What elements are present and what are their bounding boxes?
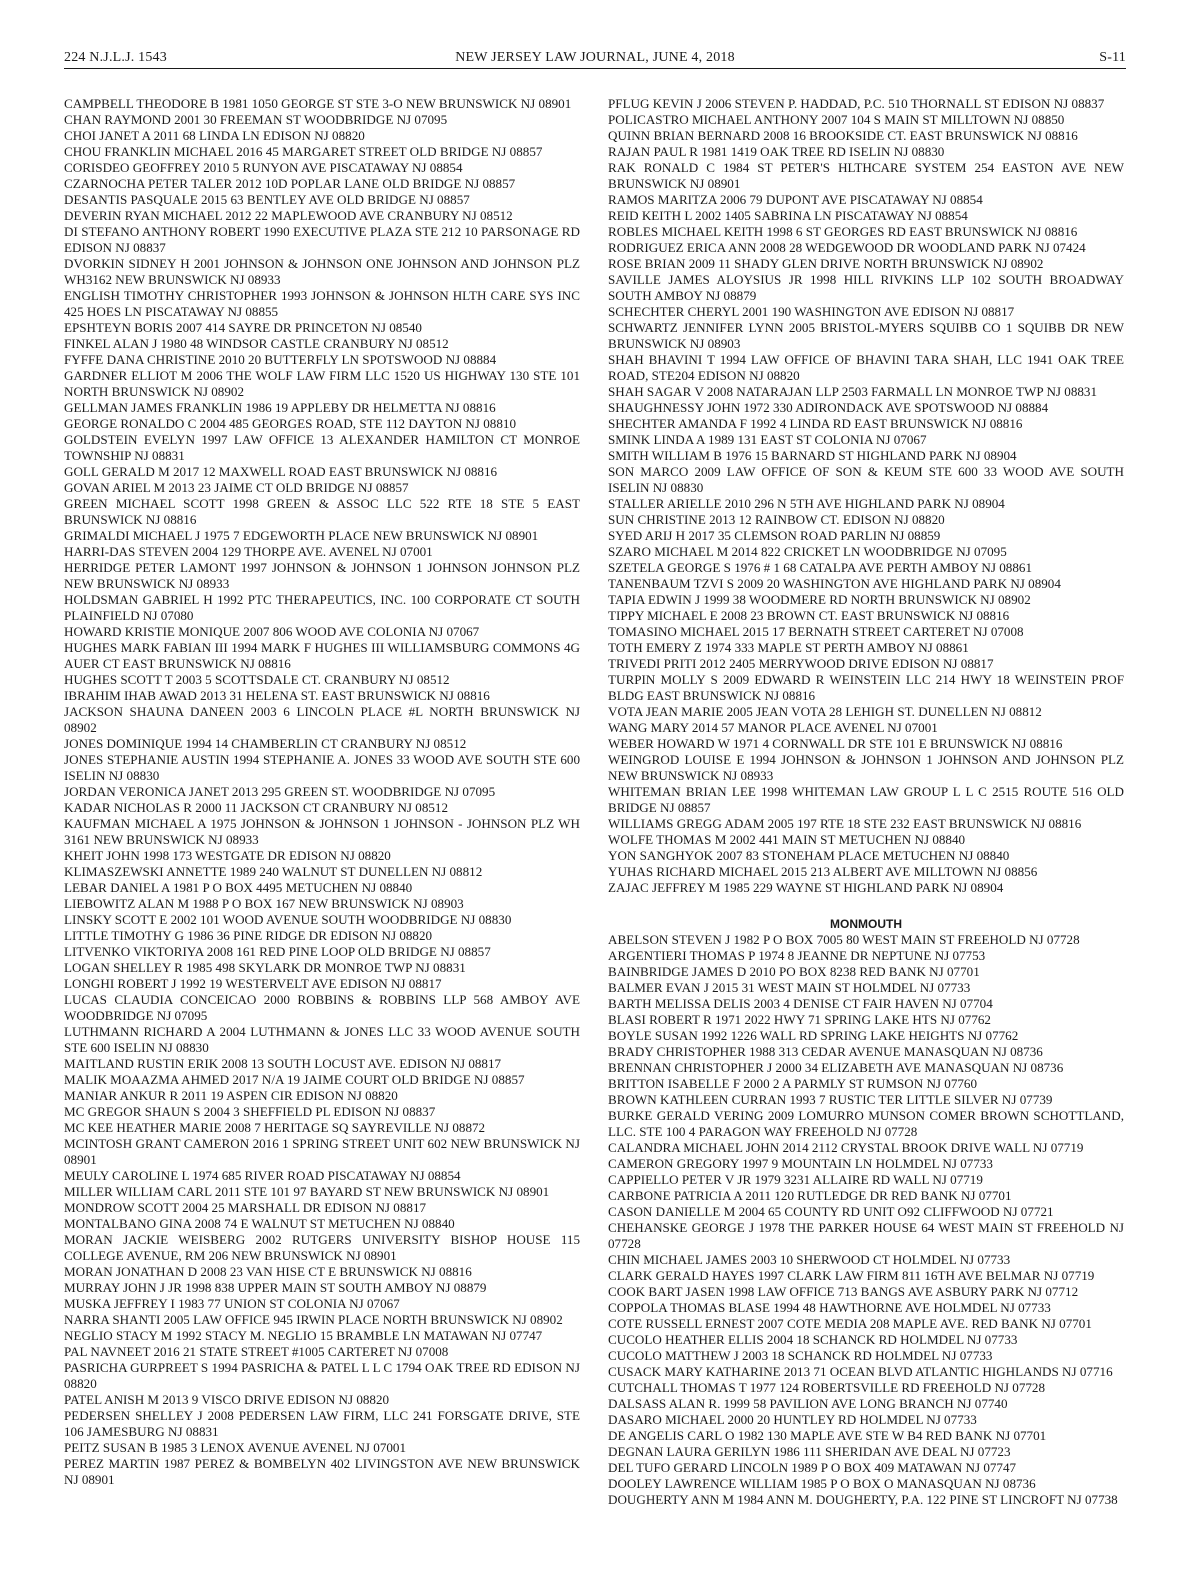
attorney-listing: SUN CHRISTINE 2013 12 RAINBOW CT. EDISON NJ 08820 xyxy=(608,512,945,527)
attorney-listing: SHAUGHNESSY JOHN 1972 330 ADIRONDACK AVE SPOTSWOOD NJ 08884 xyxy=(608,400,1049,415)
attorney-listing: GOVAN ARIEL M 2013 23 JAIME CT OLD BRIDGE NJ 08857 xyxy=(64,480,409,495)
attorney-listing: PEITZ SUSAN B 1985 3 LENOX AVENUE AVENEL NJ 07001 xyxy=(64,1440,407,1455)
attorney-listing: WOLFE THOMAS M 2002 441 MAIN ST METUCHEN NJ 08840 xyxy=(608,832,966,847)
attorney-listing: TOTH EMERY Z 1974 333 MAPLE ST PERTH AMBOY NJ 08861 xyxy=(608,640,969,655)
attorney-listing: LITTLE TIMOTHY G 1986 36 PINE RIDGE DR EDISON NJ 08820 xyxy=(64,928,433,943)
attorney-listing: STALLER ARIELLE 2010 296 N 5TH AVE HIGHLAND PARK NJ 08904 xyxy=(608,496,1005,511)
attorney-listing: QUINN BRIAN BERNARD 2008 16 BROOKSIDE CT. EAST BRUNSWICK NJ 08816 xyxy=(608,128,1078,143)
attorney-listing: MALIK MOAAZMA AHMED 2017 N/A 19 JAIME COURT OLD BRIDGE NJ 08857 xyxy=(64,1072,525,1087)
attorney-listing: DI STEFANO ANTHONY ROBERT 1990 EXECUTIVE PLAZA STE 212 10 PARSONAGE RD EDISON NJ 08837 xyxy=(64,224,580,255)
attorney-listing: SHAH SAGAR V 2008 NATARAJAN LLP 2503 FARMALL LN MONROE TWP NJ 08831 xyxy=(608,384,1098,399)
attorney-listing: MC GREGOR SHAUN S 2004 3 SHEFFIELD PL EDISON NJ 08837 xyxy=(64,1104,436,1119)
attorney-listing: DEVERIN RYAN MICHAEL 2012 22 MAPLEWOOD AVE CRANBURY NJ 08512 xyxy=(64,208,513,223)
attorney-listing: COPPOLA THOMAS BLASE 1994 48 HAWTHORNE AVE HOLMDEL NJ 07733 xyxy=(608,1300,1051,1315)
attorney-listing: CHAN RAYMOND 2001 30 FREEMAN ST WOODBRIDGE NJ 07095 xyxy=(64,112,448,127)
attorney-listing: MAITLAND RUSTIN ERIK 2008 13 SOUTH LOCUST AVE. EDISON NJ 08817 xyxy=(64,1056,502,1071)
attorney-listing: CORISDEO GEOFFREY 2010 5 RUNYON AVE PISCATAWAY NJ 08854 xyxy=(64,160,463,175)
attorney-listing: HUGHES MARK FABIAN III 1994 MARK F HUGHES III WILLIAMSBURG COMMONS 4G AUER CT EAST BRUNSWICK NJ 08816 xyxy=(64,640,580,671)
page-header xyxy=(64,50,1126,68)
attorney-listing: SCHWARTZ JENNIFER LYNN 2005 BRISTOL-MYERS SQUIBB CO 1 SQUIBB DR NEW BRUNSWICK NJ 08903 xyxy=(608,320,1124,351)
attorney-listing: CUCOLO MATTHEW J 2003 18 SCHANCK RD HOLMDEL NJ 07733 xyxy=(608,1348,993,1363)
attorney-listing: BAINBRIDGE JAMES D 2010 PO BOX 8238 RED BANK NJ 07701 xyxy=(608,964,980,979)
attorney-listing: COOK BART JASEN 1998 LAW OFFICE 713 BANGS AVE ASBURY PARK NJ 07712 xyxy=(608,1284,1079,1299)
attorney-listing: ARGENTIERI THOMAS P 1974 8 JEANNE DR NEPTUNE NJ 07753 xyxy=(608,948,986,963)
attorney-listing: SZETELA GEORGE S 1976 # 1 68 CATALPA AVE PERTH AMBOY NJ 08861 xyxy=(608,560,1032,575)
attorney-listing: WANG MARY 2014 57 MANOR PLACE AVENEL NJ 07001 xyxy=(608,720,938,735)
attorney-listing: JACKSON SHAUNA DANEEN 2003 6 LINCOLN PLACE #L NORTH BRUNSWICK NJ 08902 xyxy=(64,704,580,735)
attorney-listing: NARRA SHANTI 2005 LAW OFFICE 945 IRWIN PLACE NORTH BRUNSWICK NJ 08902 xyxy=(64,1312,563,1327)
attorney-listing: WEINGROD LOUISE E 1994 JOHNSON & JOHNSON 1 JOHNSON AND JOHNSON PLZ NEW BRUNSWICK NJ 08933 xyxy=(608,752,1124,783)
attorney-listing: MEULY CAROLINE L 1974 685 RIVER ROAD PISCATAWAY NJ 08854 xyxy=(64,1168,461,1183)
attorney-listing: TANENBAUM TZVI S 2009 20 WASHINGTON AVE HIGHLAND PARK NJ 08904 xyxy=(608,576,1061,591)
header-page-number: S-11 xyxy=(1099,50,1126,65)
attorney-listing: LIEBOWITZ ALAN M 1988 P O BOX 167 NEW BRUNSWICK NJ 08903 xyxy=(64,896,464,911)
attorney-listing: MILLER WILLIAM CARL 2011 STE 101 97 BAYARD ST NEW BRUNSWICK NJ 08901 xyxy=(64,1184,550,1199)
attorney-listing: CHOU FRANKLIN MICHAEL 2016 45 MARGARET STREET OLD BRIDGE NJ 08857 xyxy=(64,144,543,159)
attorney-listing: BALMER EVAN J 2015 31 WEST MAIN ST HOLMDEL NJ 07733 xyxy=(608,980,971,995)
attorney-listing: LEBAR DANIEL A 1981 P O BOX 4495 METUCHEN NJ 08840 xyxy=(64,880,413,895)
attorney-listing: HARRI-DAS STEVEN 2004 129 THORPE AVE. AVENEL NJ 07001 xyxy=(64,544,433,559)
attorney-listing: ABELSON STEVEN J 1982 P O BOX 7005 80 WEST MAIN ST FREEHOLD NJ 07728 xyxy=(608,932,1080,947)
attorney-listing: LUCAS CLAUDIA CONCEICAO 2000 ROBBINS & ROBBINS LLP 568 AMBOY AVE WOODBRIDGE NJ 07095 xyxy=(64,992,580,1023)
attorney-listing: MONDROW SCOTT 2004 25 MARSHALL DR EDISON NJ 08817 xyxy=(64,1200,427,1215)
attorney-listing: CUCOLO HEATHER ELLIS 2004 18 SCHANCK RD HOLMDEL NJ 07733 xyxy=(608,1332,1018,1347)
attorney-listing: LINSKY SCOTT E 2002 101 WOOD AVENUE SOUTH WOODBRIDGE NJ 08830 xyxy=(64,912,512,927)
attorney-listing: WILLIAMS GREGG ADAM 2005 197 RTE 18 STE 232 EAST BRUNSWICK NJ 08816 xyxy=(608,816,1082,831)
attorney-listing: BRENNAN CHRISTOPHER J 2000 34 ELIZABETH AVE MANASQUAN NJ 08736 xyxy=(608,1060,1064,1075)
attorney-listing: ZAJAC JEFFREY M 1985 229 WAYNE ST HIGHLAND PARK NJ 08904 xyxy=(608,880,1004,895)
attorney-listing: POLICASTRO MICHAEL ANTHONY 2007 104 S MAIN ST MILLTOWN NJ 08850 xyxy=(608,112,1065,127)
attorney-listing: ENGLISH TIMOTHY CHRISTOPHER 1993 JOHNSON & JOHNSON HLTH CARE SYS INC 425 HOES LN PISCATAWAY NJ 08855 xyxy=(64,288,580,319)
attorney-listing: ROSE BRIAN 2009 11 SHADY GLEN DRIVE NORTH BRUNSWICK NJ 08902 xyxy=(608,256,1044,271)
header-rule xyxy=(64,68,1126,69)
attorney-listing: LITVENKO VIKTORIYA 2008 161 RED PINE LOOP OLD BRIDGE NJ 08857 xyxy=(64,944,491,959)
attorney-listing: KLIMASZEWSKI ANNETTE 1989 240 WALNUT ST DUNELLEN NJ 08812 xyxy=(64,864,483,879)
attorney-listing: MCINTOSH GRANT CAMERON 2016 1 SPRING STREET UNIT 602 NEW BRUNSWICK NJ 08901 xyxy=(64,1136,580,1167)
attorney-listing: TOMASINO MICHAEL 2015 17 BERNATH STREET CARTERET NJ 07008 xyxy=(608,624,1024,639)
attorney-listing: RODRIGUEZ ERICA ANN 2008 28 WEDGEWOOD DR WOODLAND PARK NJ 07424 xyxy=(608,240,1086,255)
right-column-entries xyxy=(608,96,1124,896)
attorney-listing: BARTH MELISSA DELIS 2003 4 DENISE CT FAIR HAVEN NJ 07704 xyxy=(608,996,993,1011)
attorney-listing: HOWARD KRISTIE MONIQUE 2007 806 WOOD AVE COLONIA NJ 07067 xyxy=(64,624,480,639)
attorney-listing: YON SANGHYOK 2007 83 STONEHAM PLACE METUCHEN NJ 08840 xyxy=(608,848,1010,863)
header-citation: 224 N.J.L.J. 1543 xyxy=(64,50,167,65)
attorney-listing: GREEN MICHAEL SCOTT 1998 GREEN & ASSOC LLC 522 RTE 18 STE 5 EAST BRUNSWICK NJ 08816 xyxy=(64,496,580,527)
attorney-listing: DESANTIS PASQUALE 2015 63 BENTLEY AVE OLD BRIDGE NJ 08857 xyxy=(64,192,470,207)
attorney-listing: KHEIT JOHN 1998 173 WESTGATE DR EDISON NJ 08820 xyxy=(64,848,391,863)
attorney-listing: CHOI JANET A 2011 68 LINDA LN EDISON NJ 08820 xyxy=(64,128,365,143)
attorney-listing: WHITEMAN BRIAN LEE 1998 WHITEMAN LAW GROUP L L C 2515 ROUTE 516 OLD BRIDGE NJ 08857 xyxy=(608,784,1124,815)
attorney-listing: DEL TUFO GERARD LINCOLN 1989 P O BOX 409 MATAWAN NJ 07747 xyxy=(608,1460,1017,1475)
attorney-listing: PEREZ MARTIN 1987 PEREZ & BOMBELYN 402 LIVINGSTON AVE NEW BRUNSWICK NJ 08901 xyxy=(64,1456,580,1487)
attorney-listing: RAJAN PAUL R 1981 1419 OAK TREE RD ISELIN NJ 08830 xyxy=(608,144,945,159)
attorney-listing: FYFFE DANA CHRISTINE 2010 20 BUTTERFLY LN SPOTSWOOD NJ 08884 xyxy=(64,352,497,367)
attorney-listing: MONTALBANO GINA 2008 74 E WALNUT ST METUCHEN NJ 08840 xyxy=(64,1216,455,1231)
attorney-listing: DE ANGELIS CARL O 1982 130 MAPLE AVE STE W B4 RED BANK NJ 07701 xyxy=(608,1428,1047,1443)
attorney-listing: DVORKIN SIDNEY H 2001 JOHNSON & JOHNSON ONE JOHNSON AND JOHNSON PLZ WH3162 NEW BRUNSWICK NJ 08933 xyxy=(64,256,580,287)
attorney-listing: CZARNOCHA PETER TALER 2012 10D POPLAR LANE OLD BRIDGE NJ 08857 xyxy=(64,176,516,191)
attorney-listing: GELLMAN JAMES FRANKLIN 1986 19 APPLEBY DR HELMETTA NJ 08816 xyxy=(64,400,496,415)
attorney-listing: MUSKA JEFFREY I 1983 77 UNION ST COLONIA NJ 07067 xyxy=(64,1296,400,1311)
attorney-listing: SHAH BHAVINI T 1994 LAW OFFICE OF BHAVINI TARA SHAH, LLC 1941 OAK TREE ROAD, STE204 EDISON NJ 08820 xyxy=(608,352,1124,383)
attorney-listing: MORAN JONATHAN D 2008 23 VAN HISE CT E BRUNSWICK NJ 08816 xyxy=(64,1264,472,1279)
attorney-listing: CLARK GERALD HAYES 1997 CLARK LAW FIRM 811 16TH AVE BELMAR NJ 07719 xyxy=(608,1268,1095,1283)
monmouth-entries xyxy=(608,932,1124,1508)
attorney-listing: MANIAR ANKUR R 2011 19 ASPEN CIR EDISON NJ 08820 xyxy=(64,1088,398,1103)
attorney-listing: LONGHI ROBERT J 1992 19 WESTERVELT AVE EDISON NJ 08817 xyxy=(64,976,442,991)
attorney-listing: GOLDSTEIN EVELYN 1997 LAW OFFICE 13 ALEXANDER HAMILTON CT MONROE TOWNSHIP NJ 08831 xyxy=(64,432,580,463)
attorney-listing: DOOLEY LAWRENCE WILLIAM 1985 P O BOX O MANASQUAN NJ 08736 xyxy=(608,1476,1036,1491)
attorney-listing: HOLDSMAN GABRIEL H 1992 PTC THERAPEUTICS, INC. 100 CORPORATE CT SOUTH PLAINFIELD NJ 07080 xyxy=(64,592,580,623)
attorney-listing: BRITTON ISABELLE F 2000 2 A PARMLY ST RUMSON NJ 07760 xyxy=(608,1076,978,1091)
attorney-listing: RAMOS MARITZA 2006 79 DUPONT AVE PISCATAWAY NJ 08854 xyxy=(608,192,983,207)
attorney-listing: PAL NAVNEET 2016 21 STATE STREET #1005 CARTERET NJ 07008 xyxy=(64,1344,449,1359)
attorney-listing: WEBER HOWARD W 1971 4 CORNWALL DR STE 101 E BRUNSWICK NJ 08816 xyxy=(608,736,1063,751)
section-heading-monmouth: MONMOUTH xyxy=(830,917,902,931)
attorney-listing: COTE RUSSELL ERNEST 2007 COTE MEDIA 208 MAPLE AVE. RED BANK NJ 07701 xyxy=(608,1316,1092,1331)
attorney-listing: SYED ARIJ H 2017 35 CLEMSON ROAD PARLIN NJ 08859 xyxy=(608,528,941,543)
attorney-listing: DEGNAN LAURA GERILYN 1986 111 SHERIDAN AVE DEAL NJ 07723 xyxy=(608,1444,1011,1459)
attorney-listing: BOYLE SUSAN 1992 1226 WALL RD SPRING LAKE HEIGHTS NJ 07762 xyxy=(608,1028,1019,1043)
attorney-listing: HERRIDGE PETER LAMONT 1997 JOHNSON & JOHNSON 1 JOHNSON JOHNSON PLZ NEW BRUNSWICK NJ 08933 xyxy=(64,560,580,591)
attorney-listing: CARBONE PATRICIA A 2011 120 RUTLEDGE DR RED BANK NJ 07701 xyxy=(608,1188,1012,1203)
attorney-listing: PEDERSEN SHELLEY J 2008 PEDERSEN LAW FIRM, LLC 241 FORSGATE DRIVE, STE 106 JAMESBURG NJ 08831 xyxy=(64,1408,580,1439)
attorney-listing: VOTA JEAN MARIE 2005 JEAN VOTA 28 LEHIGH ST. DUNELLEN NJ 08812 xyxy=(608,704,1042,719)
attorney-listing: TURPIN MOLLY S 2009 EDWARD R WEINSTEIN LLC 214 HWY 18 WEINSTEIN PROF BLDG EAST BRUNSWICK NJ 08816 xyxy=(608,672,1124,703)
attorney-listing: SMITH WILLIAM B 1976 15 BARNARD ST HIGHLAND PARK NJ 08904 xyxy=(608,448,1017,463)
attorney-listing: SON MARCO 2009 LAW OFFICE OF SON & KEUM STE 600 33 WOOD AVE SOUTH ISELIN NJ 08830 xyxy=(608,464,1124,495)
attorney-listing: CASON DANIELLE M 2004 65 COUNTY RD UNIT O92 CLIFFWOOD NJ 07721 xyxy=(608,1204,1054,1219)
attorney-listing: CUTCHALL THOMAS T 1977 124 ROBERTSVILLE RD FREEHOLD NJ 07728 xyxy=(608,1380,1046,1395)
attorney-listing: KADAR NICHOLAS R 2000 11 JACKSON CT CRANBURY NJ 08512 xyxy=(64,800,449,815)
attorney-listing: CALANDRA MICHAEL JOHN 2014 2112 CRYSTAL BROOK DRIVE WALL NJ 07719 xyxy=(608,1140,1084,1155)
attorney-listing: MORAN JACKIE WEISBERG 2002 RUTGERS UNIVERSITY BISHOP HOUSE 115 COLLEGE AVENUE, RM 206 NEW BRUNSWICK NJ 08901 xyxy=(64,1232,580,1263)
attorney-listing: GARDNER ELLIOT M 2006 THE WOLF LAW FIRM LLC 1520 US HIGHWAY 130 STE 101 NORTH BRUNSWICK NJ 08902 xyxy=(64,368,580,399)
attorney-listing: SMINK LINDA A 1989 131 EAST ST COLONIA NJ 07067 xyxy=(608,432,927,447)
attorney-listing: SAVILLE JAMES ALOYSIUS JR 1998 HILL RIVKINS LLP 102 SOUTH BROADWAY SOUTH AMBOY NJ 08879 xyxy=(608,272,1124,303)
attorney-listing: JONES DOMINIQUE 1994 14 CHAMBERLIN CT CRANBURY NJ 08512 xyxy=(64,736,467,751)
attorney-listing: CUSACK MARY KATHARINE 2013 71 OCEAN BLVD ATLANTIC HIGHLANDS NJ 07716 xyxy=(608,1364,1113,1379)
attorney-listing: BRADY CHRISTOPHER 1988 313 CEDAR AVENUE MANASQUAN NJ 08736 xyxy=(608,1044,1043,1059)
attorney-listing: CHIN MICHAEL JAMES 2003 10 SHERWOOD CT HOLMDEL NJ 07733 xyxy=(608,1252,1011,1267)
attorney-listing: GEORGE RONALDO C 2004 485 GEORGES ROAD, STE 112 DAYTON NJ 08810 xyxy=(64,416,516,431)
attorney-listing: ROBLES MICHAEL KEITH 1998 6 ST GEORGES RD EAST BRUNSWICK NJ 08816 xyxy=(608,224,1078,239)
attorney-listing: KAUFMAN MICHAEL A 1975 JOHNSON & JOHNSON 1 JOHNSON - JOHNSON PLZ WH 3161 NEW BRUNSWICK NJ 08933 xyxy=(64,816,580,847)
attorney-listing: SCHECHTER CHERYL 2001 190 WASHINGTON AVE EDISON NJ 08817 xyxy=(608,304,1015,319)
attorney-listing: CAMERON GREGORY 1997 9 MOUNTAIN LN HOLMDEL NJ 07733 xyxy=(608,1156,993,1171)
attorney-listing: JORDAN VERONICA JANET 2013 295 GREEN ST. WOODBRIDGE NJ 07095 xyxy=(64,784,496,799)
attorney-listing: FINKEL ALAN J 1980 48 WINDSOR CASTLE CRANBURY NJ 08512 xyxy=(64,336,449,351)
attorney-listing: REID KEITH L 2002 1405 SABRINA LN PISCATAWAY NJ 08854 xyxy=(608,208,968,223)
attorney-listing: BURKE GERALD VERING 2009 LOMURRO MUNSON COMER BROWN SCHOTTLAND, LLC. STE 100 4 PARAGON WAY FREEHOLD NJ 07728 xyxy=(608,1108,1124,1139)
attorney-listing: BLASI ROBERT R 1971 2022 HWY 71 SPRING LAKE HTS NJ 07762 xyxy=(608,1012,991,1027)
attorney-listing: LOGAN SHELLEY R 1985 498 SKYLARK DR MONROE TWP NJ 08831 xyxy=(64,960,466,975)
attorney-listing: TAPIA EDWIN J 1999 38 WOODMERE RD NORTH BRUNSWICK NJ 08902 xyxy=(608,592,1031,607)
attorney-listing: MURRAY JOHN J JR 1998 838 UPPER MAIN ST SOUTH AMBOY NJ 08879 xyxy=(64,1280,487,1295)
attorney-listing: TIPPY MICHAEL E 2008 23 BROWN CT. EAST BRUNSWICK NJ 08816 xyxy=(608,608,1010,623)
attorney-listing: MC KEE HEATHER MARIE 2008 7 HERITAGE SQ SAYREVILLE NJ 08872 xyxy=(64,1120,486,1135)
attorney-listing: NEGLIO STACY M 1992 STACY M. NEGLIO 15 BRAMBLE LN MATAWAN NJ 07747 xyxy=(64,1328,543,1343)
attorney-listing: SHECHTER AMANDA F 1992 4 LINDA RD EAST BRUNSWICK NJ 08816 xyxy=(608,416,1023,431)
attorney-listing: DASARO MICHAEL 2000 20 HUNTLEY RD HOLMDEL NJ 07733 xyxy=(608,1412,977,1427)
attorney-listing: DALSASS ALAN R. 1999 58 PAVILION AVE LONG BRANCH NJ 07740 xyxy=(608,1396,1008,1411)
header-publication-title: NEW JERSEY LAW JOURNAL, JUNE 4, 2018 xyxy=(455,50,735,65)
attorney-listing: LUTHMANN RICHARD A 2004 LUTHMANN & JONES LLC 33 WOOD AVENUE SOUTH STE 600 ISELIN NJ 08830 xyxy=(64,1024,580,1055)
attorney-listing: IBRAHIM IHAB AWAD 2013 31 HELENA ST. EAST BRUNSWICK NJ 08816 xyxy=(64,688,490,703)
attorney-listing: PASRICHA GURPREET S 1994 PASRICHA & PATEL L L C 1794 OAK TREE RD EDISON NJ 08820 xyxy=(64,1360,580,1391)
attorney-listing: EPSHTEYN BORIS 2007 414 SAYRE DR PRINCETON NJ 08540 xyxy=(64,320,422,335)
attorney-listing: PFLUG KEVIN J 2006 STEVEN P. HADDAD, P.C. 510 THORNALL ST EDISON NJ 08837 xyxy=(608,96,1105,111)
attorney-listing: CAPPIELLO PETER V JR 1979 3231 ALLAIRE RD WALL NJ 07719 xyxy=(608,1172,983,1187)
attorney-listing: GRIMALDI MICHAEL J 1975 7 EDGEWORTH PLACE NEW BRUNSWICK NJ 08901 xyxy=(64,528,539,543)
right-column xyxy=(608,96,1124,1508)
attorney-listing: CAMPBELL THEODORE B 1981 1050 GEORGE ST STE 3-O NEW BRUNSWICK NJ 08901 xyxy=(64,96,572,111)
attorney-listing: DOUGHERTY ANN M 1984 ANN M. DOUGHERTY, P.A. 122 PINE ST LINCROFT NJ 07738 xyxy=(608,1492,1118,1507)
attorney-listing: RAK RONALD C 1984 ST PETER'S HLTHCARE SYSTEM 254 EASTON AVE NEW BRUNSWICK NJ 08901 xyxy=(608,160,1124,191)
attorney-listing: JONES STEPHANIE AUSTIN 1994 STEPHANIE A. JONES 33 WOOD AVE SOUTH STE 600 ISELIN NJ 08830 xyxy=(64,752,580,783)
attorney-listing: BROWN KATHLEEN CURRAN 1993 7 RUSTIC TER LITTLE SILVER NJ 07739 xyxy=(608,1092,1053,1107)
attorney-listing: SZARO MICHAEL M 2014 822 CRICKET LN WOODBRIDGE NJ 07095 xyxy=(608,544,1007,559)
left-column xyxy=(64,96,580,1488)
attorney-listing: TRIVEDI PRITI 2012 2405 MERRYWOOD DRIVE EDISON NJ 08817 xyxy=(608,656,994,671)
attorney-listing: CHEHANSKE GEORGE J 1978 THE PARKER HOUSE 64 WEST MAIN ST FREEHOLD NJ 07728 xyxy=(608,1220,1124,1251)
attorney-listing: GOLL GERALD M 2017 12 MAXWELL ROAD EAST BRUNSWICK NJ 08816 xyxy=(64,464,498,479)
attorney-listing: YUHAS RICHARD MICHAEL 2015 213 ALBERT AVE MILLTOWN NJ 08856 xyxy=(608,864,1038,879)
attorney-listing: PATEL ANISH M 2013 9 VISCO DRIVE EDISON NJ 08820 xyxy=(64,1392,390,1407)
attorney-listing: HUGHES SCOTT T 2003 5 SCOTTSDALE CT. CRANBURY NJ 08512 xyxy=(64,672,450,687)
